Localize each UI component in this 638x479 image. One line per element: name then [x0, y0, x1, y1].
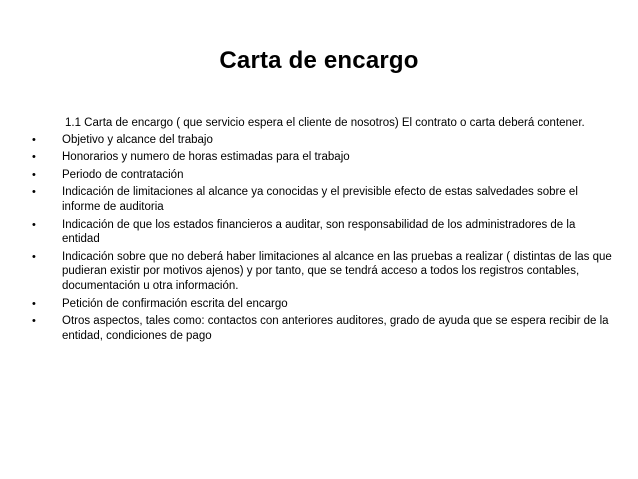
bullet-item-periodo [30, 168, 612, 183]
bullet-point-icon: • [32, 218, 36, 231]
bullet-item-confirmacion [30, 297, 612, 312]
bullet-text: Petición de confirmación escrita del encargo [62, 297, 288, 310]
bullet-point-icon: • [32, 186, 36, 199]
bullet-text: Otros aspectos, tales como: contactos con anteriores auditores, grado de ayuda que se espera recibir de la entidad, condiciones de pago [62, 315, 609, 342]
bullet-item-acceso-registros [30, 250, 612, 294]
slide-content [30, 116, 612, 346]
bullet-point-icon: • [32, 133, 36, 146]
bullet-point-icon: • [32, 151, 36, 164]
bullet-item-objetivo [30, 133, 612, 148]
bullet-text: Indicación de limitaciones al alcance ya conocidas y el previsible efecto de estas salvedades sobre el informe de auditoria [62, 186, 578, 213]
bullet-item-otros-aspectos [30, 314, 612, 343]
bullet-point-icon: • [32, 250, 36, 263]
bullet-text: Objetivo y alcance del trabajo [62, 133, 213, 146]
bullet-item-estados-financieros [30, 218, 612, 247]
bullet-point-icon: • [32, 315, 36, 328]
bullet-item-limitaciones [30, 185, 612, 214]
intro-paragraph: 1.1 Carta de encargo ( que servicio espera el cliente de nosotros) El contrato o carta deberá contener. [65, 117, 585, 129]
bullet-text: Periodo de contratación [62, 168, 184, 181]
bullet-point-icon: • [32, 168, 36, 181]
bullet-text: Indicación de que los estados financieros a auditar, son responsabilidad de los administradores de la entidad [62, 218, 576, 246]
bullet-list [30, 133, 612, 344]
slide-title: Carta de encargo [219, 47, 419, 74]
bullet-item-honorarios [30, 150, 612, 165]
bullet-text: Honorarios y numero de horas estimadas para el trabajo [62, 151, 350, 164]
bullet-point-icon: • [32, 297, 36, 310]
bullet-text: Indicación sobre que no deberá haber limitaciones al alcance en las pruebas a realizar ( distintas de las que pudieran existir por motivos ajenos) y por tanto, que se tendrá acceso a todos los registros contables, documentación u otra información. [62, 250, 612, 292]
